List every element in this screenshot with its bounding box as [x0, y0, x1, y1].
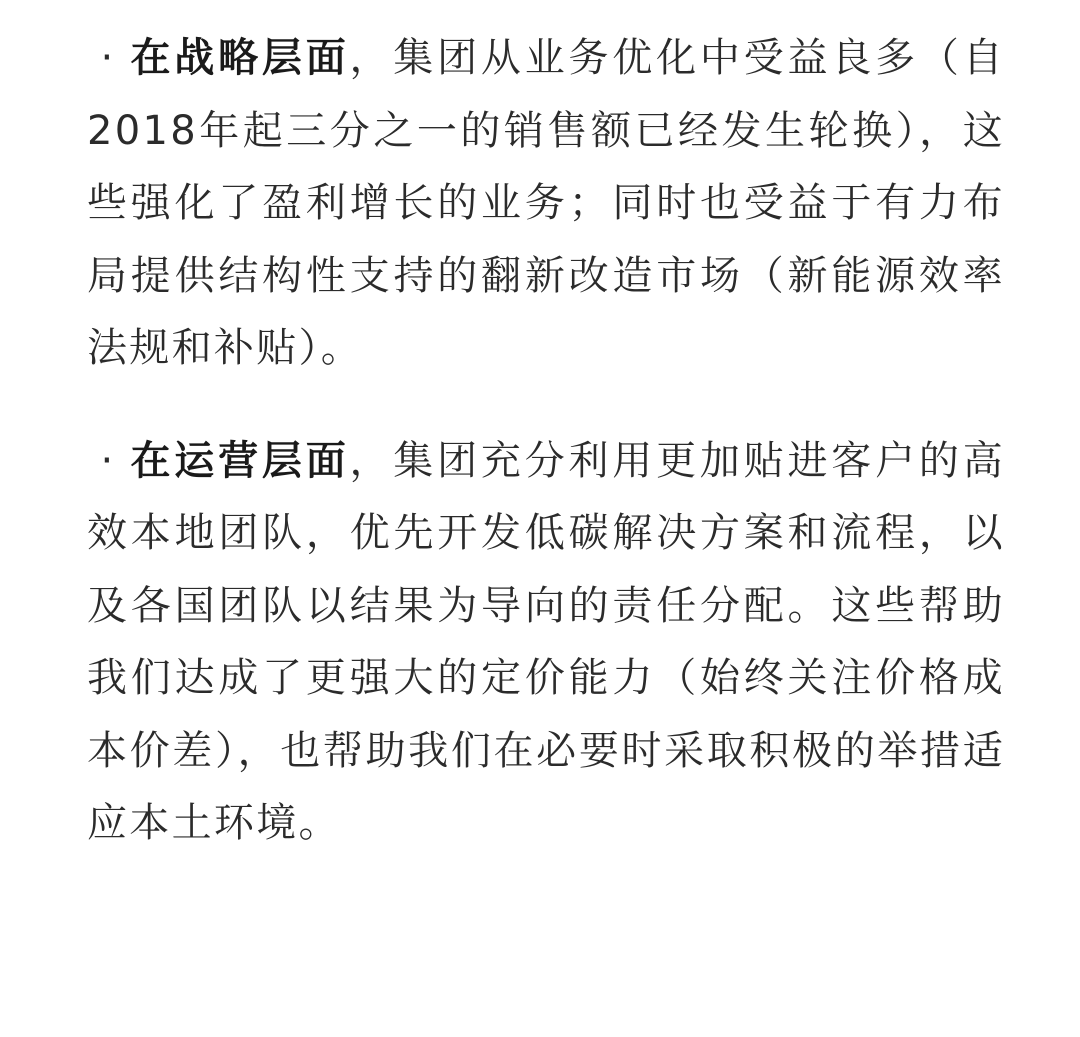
paragraph-strategy	[87, 22, 1005, 385]
bullet-dot: ·	[100, 35, 116, 81]
paragraph-text: ，集团充分利用更加贴进客户的高效本地团队，优先开发低碳解决方案和流程，以及各国团队以结果为导向的责任分配。这些帮助我们达成了更强大的定价能力（始终关注价格成本价差），也帮助我们在必要时采取积极的举措适应本土环境。	[87, 437, 1005, 846]
paragraph-lead: 在运营层面	[129, 437, 350, 484]
paragraph-lead: 在战略层面	[129, 35, 350, 81]
bullet-dot: ·	[100, 437, 116, 484]
paragraph-text: ，集团从业务优化中受益良多（自2018年起三分之一的销售额已经发生轮换），这些强化了盈利增长的业务；同时也受益于有力布局提供结构性支持的翻新改造市场（新能源效率法规和补贴）。	[87, 35, 1005, 371]
paragraph-operations	[87, 425, 1005, 860]
article-body	[87, 22, 1005, 860]
